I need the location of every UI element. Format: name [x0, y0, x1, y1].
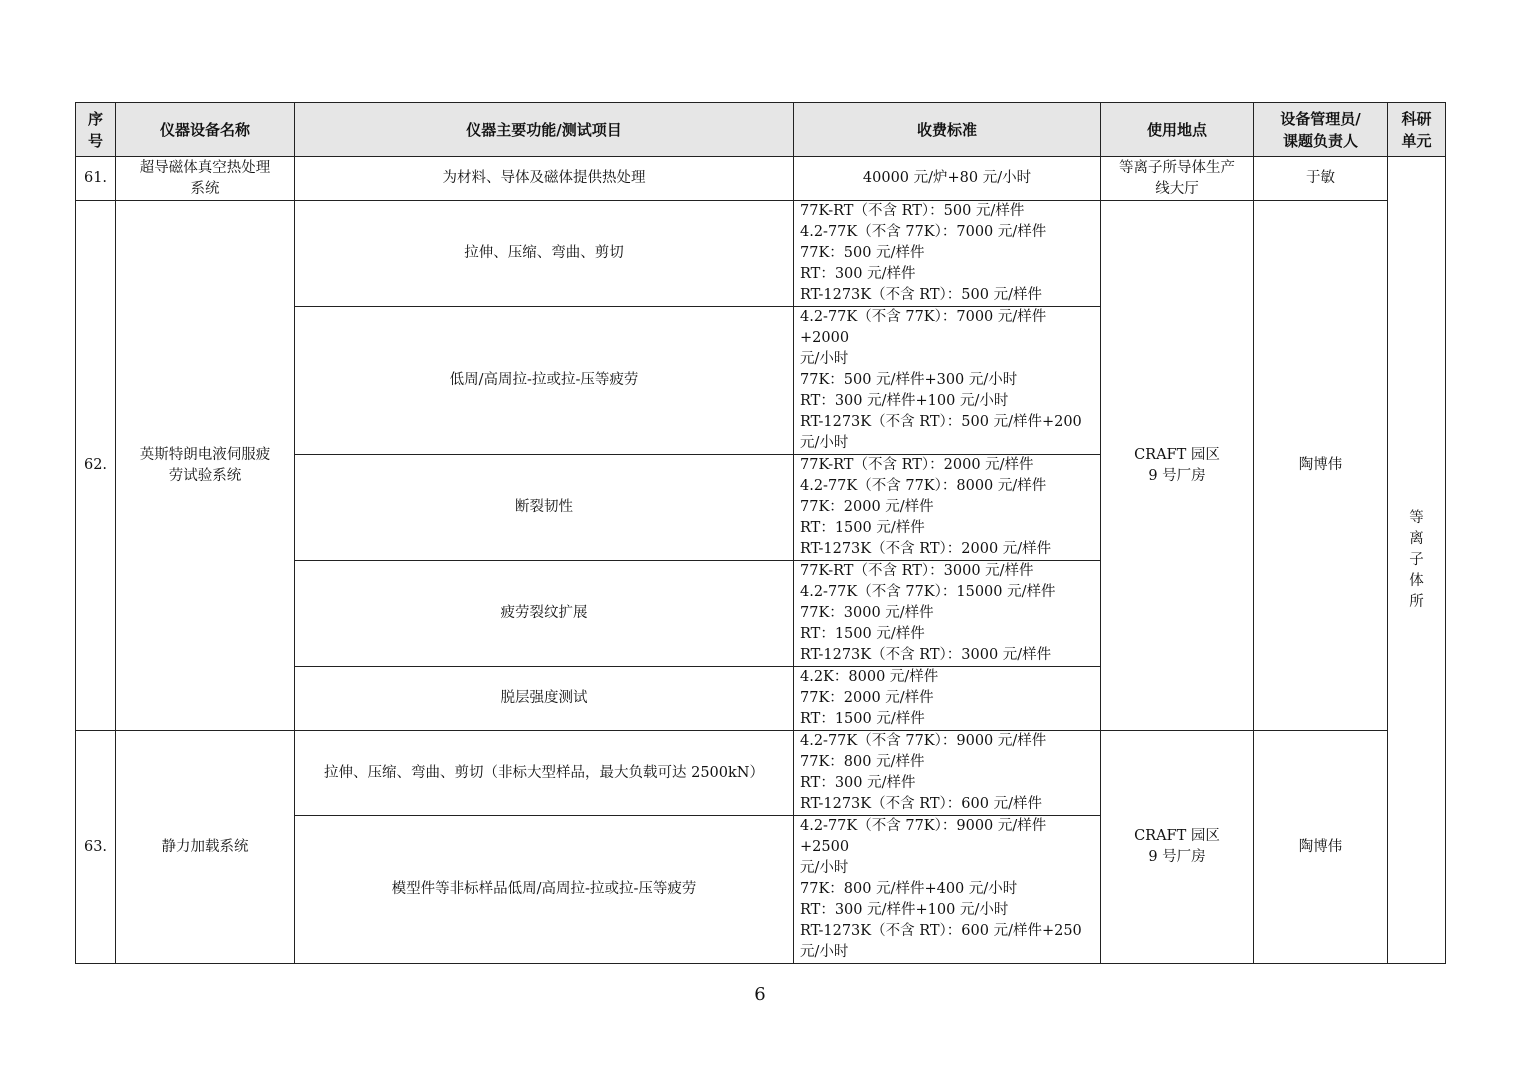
- header-seq: 序 号: [76, 103, 116, 157]
- table-row: [76, 731, 1446, 816]
- fee-cell: 40000 元/炉+80 元/小时: [794, 157, 1101, 201]
- location-cell: 等离子所导体生产 线大厅: [1101, 157, 1254, 201]
- fee-cell: 4.2-77K（不含 77K）：7000 元/样件+2000 元/小时 77K：500 元/样件+300 元/小时 RT：300 元/样件+100 元/小时 RT-1273K（不含 RT）：500 元/样件+200 元/小时: [794, 307, 1101, 455]
- equipment-name: 英斯特朗电液伺服疲 劳试验系统: [116, 201, 295, 731]
- fee-cell: 77K-RT（不含 RT）：500 元/样件 4.2-77K（不含 77K）：7000 元/样件 77K：500 元/样件 RT：300 元/样件 RT-1273K（不含 RT）：500 元/样件: [794, 201, 1101, 307]
- function-cell: 低周/高周拉-拉或拉-压等疲劳: [295, 307, 794, 455]
- table-row: [76, 157, 1446, 201]
- fee-cell: 4.2-77K（不含 77K）：9000 元/样件 77K：800 元/样件 RT：300 元/样件 RT-1273K（不含 RT）：600 元/样件: [794, 731, 1101, 816]
- admin-cell: 陶博伟: [1254, 731, 1388, 964]
- function-cell: 疲劳裂纹扩展: [295, 561, 794, 667]
- header-name: 仪器设备名称: [116, 103, 295, 157]
- location-cell: CRAFT 园区 9 号厂房: [1101, 731, 1254, 964]
- row-seq: 62.: [76, 201, 116, 731]
- row-seq: 61.: [76, 157, 116, 201]
- header-fee: 收费标准: [794, 103, 1101, 157]
- fee-cell: 77K-RT（不含 RT）：2000 元/样件 4.2-77K（不含 77K）：8000 元/样件 77K：2000 元/样件 RT：1500 元/样件 RT-1273K（不含 RT）：2000 元/样件: [794, 455, 1101, 561]
- function-cell: 断裂韧性: [295, 455, 794, 561]
- header-location: 使用地点: [1101, 103, 1254, 157]
- research-unit-cell: 等 离 子 体 所: [1388, 157, 1446, 964]
- page-number: 6: [754, 984, 766, 1005]
- header-row: [76, 103, 1446, 157]
- header-unit: 科研 单元: [1388, 103, 1446, 157]
- function-cell: 为材料、导体及磁体提供热处理: [295, 157, 794, 201]
- fee-cell: 4.2-77K（不含 77K）：9000 元/样件+2500 元/小时 77K：800 元/样件+400 元/小时 RT：300 元/样件+100 元/小时 RT-1273K（不含 RT）：600 元/样件+250 元/小时: [794, 816, 1101, 964]
- table-row: [76, 201, 1446, 307]
- function-cell: 脱层强度测试: [295, 667, 794, 731]
- header-function: 仪器主要功能/测试项目: [295, 103, 794, 157]
- fee-table: [75, 102, 1446, 964]
- function-cell: 模型件等非标样品低周/高周拉-拉或拉-压等疲劳: [295, 816, 794, 964]
- header-admin: 设备管理员/ 课题负责人: [1254, 103, 1388, 157]
- row-seq: 63.: [76, 731, 116, 964]
- fee-cell: 77K-RT（不含 RT）：3000 元/样件 4.2-77K（不含 77K）：15000 元/样件 77K：3000 元/样件 RT：1500 元/样件 RT-1273K（不含 RT）：3000 元/样件: [794, 561, 1101, 667]
- function-cell: 拉伸、压缩、弯曲、剪切: [295, 201, 794, 307]
- equipment-name: 静力加载系统: [116, 731, 295, 964]
- admin-cell: 于敏: [1254, 157, 1388, 201]
- fee-cell: 4.2K：8000 元/样件 77K：2000 元/样件 RT：1500 元/样件: [794, 667, 1101, 731]
- function-cell: 拉伸、压缩、弯曲、剪切（非标大型样品，最大负载可达 2500kN）: [295, 731, 794, 816]
- equipment-name: 超导磁体真空热处理 系统: [116, 157, 295, 201]
- location-cell: CRAFT 园区 9 号厂房: [1101, 201, 1254, 731]
- admin-cell: 陶博伟: [1254, 201, 1388, 731]
